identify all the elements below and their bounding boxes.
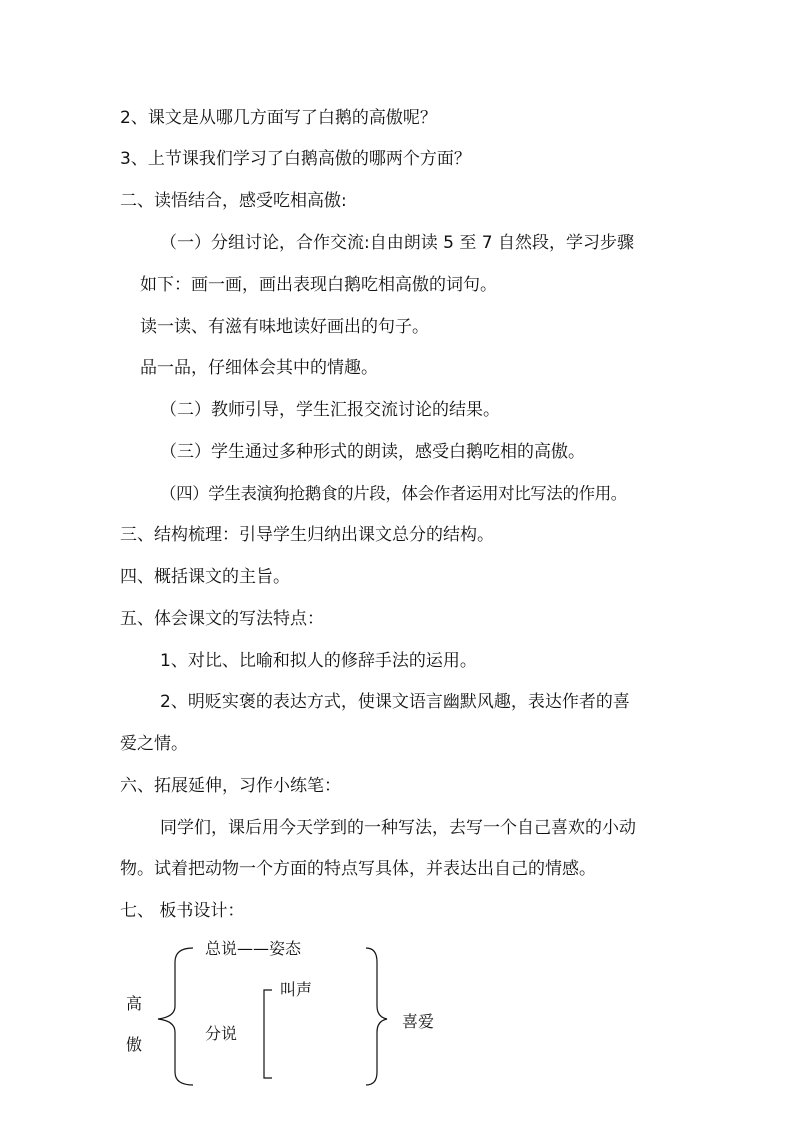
inner-bracket	[264, 990, 272, 1078]
right-brace	[366, 948, 387, 1085]
section-6-heading: 六、拓展延伸，习作小练笔：	[120, 776, 341, 796]
board-left-top: 高	[126, 994, 143, 1013]
board-left-bottom: 傲	[126, 1035, 143, 1054]
step-4: （四）学生表演狗抢鹅食的片段，体会作者运用对比写法的作用。	[160, 484, 627, 503]
section-7-heading: 七、 板书设计：	[120, 901, 245, 921]
read-line: 读一读、有滋有味地读好画出的句子。	[140, 317, 429, 337]
feature-2-line-2: 爱之情。	[120, 734, 188, 754]
section-5-heading: 五、体会课文的写法特点：	[120, 609, 324, 629]
exercise-line-2: 物。试着把动物一个方面的特点写具体，并表达出自己的情感。	[120, 859, 596, 879]
board-general: 总说——姿态	[205, 939, 302, 958]
step-1-line-1: （一）分组讨论，合作交流:自由朗读 5 至 7 自然段，学习步骤	[160, 233, 634, 253]
section-2-heading: 二、读悟结合，感受吃相高傲:	[120, 191, 347, 211]
step-1-line-2: 如下：画一画，画出表现白鹅吃相高傲的词句。	[140, 275, 497, 295]
feature-2-line-1: 2、明贬实褒的表达方式，使课文语言幽默风趣，表达作者的喜	[160, 692, 630, 712]
appreciate-line: 品一品，仔细体会其中的情趣。	[140, 358, 378, 378]
section-3-heading: 三、结构梳理：引导学生归纳出课文总分的结构。	[120, 525, 494, 545]
section-4-heading: 四、概括课文的主旨。	[120, 567, 290, 587]
board-sub-item: 叫声	[280, 980, 313, 999]
board-right: 喜爱	[402, 1012, 435, 1031]
step-3: （三）学生通过多种形式的朗读，感受白鹅吃相的高傲。	[160, 442, 585, 462]
question-2: 2、课文是从哪几方面写了白鹅的高傲呢？	[120, 108, 437, 128]
step-2: （二）教师引导，学生汇报交流讨论的结果。	[160, 400, 500, 420]
exercise-line-1: 同学们，课后用今天学到的一种写法，去写一个自己喜欢的小动	[160, 818, 636, 838]
question-3: 3、上节课我们学习了白鹅高傲的哪两个方面？	[120, 149, 471, 169]
feature-1: 1、对比、比喻和拟人的修辞手法的运用。	[160, 651, 477, 671]
left-brace	[158, 948, 193, 1085]
board-detail: 分说	[205, 1024, 238, 1043]
